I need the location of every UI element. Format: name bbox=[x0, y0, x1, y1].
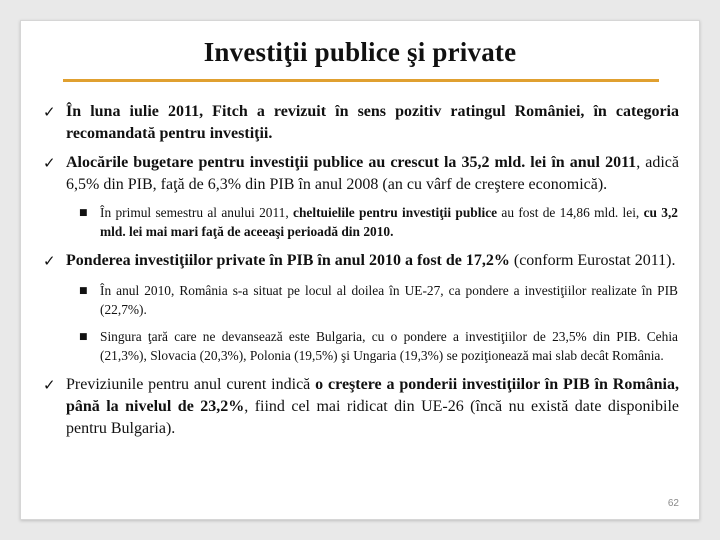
bullet-text-segment: (conform Eurostat 2011). bbox=[509, 252, 676, 269]
square-bullet-icon: ■ bbox=[79, 208, 88, 218]
slide bbox=[20, 20, 700, 520]
page-number: 62 bbox=[667, 498, 679, 509]
bullet-text-segment: Ponderea investiţiilor private în PIB în anul 2010 a fost de 17,2% bbox=[66, 252, 510, 269]
bullet-text-segment: , fiind cel mai ridicat din UE-26 (încă nu există date disponibile pentru Bulgaria). bbox=[66, 398, 679, 437]
bullet-text-segment: În anul 2010, România s-a situat pe locul al doilea în UE-27, ca pondere a investiţiilor realizate în PIB (22,7%). bbox=[100, 283, 678, 317]
bullet-text-segment: cheltuielile pentru investiţii publice bbox=[293, 205, 498, 220]
check-mark-icon: ✓ bbox=[43, 252, 56, 270]
slide-title: Investiţii publice şi private bbox=[203, 37, 517, 67]
bullet-item bbox=[21, 374, 699, 440]
check-mark-icon: ✓ bbox=[43, 376, 56, 394]
title-underline bbox=[63, 79, 659, 82]
bullet-text-segment: al anului 2011, bbox=[203, 205, 294, 220]
sub-bullet-item bbox=[21, 328, 699, 365]
bullet-list bbox=[21, 101, 699, 440]
bullet-text-segment: o creştere a ponderii investiţiilor în PIB în România, până la nivelul de 23,2% bbox=[66, 376, 679, 415]
bullet-text-segment: Singura ţară care ne devansează este Bulgaria, cu o pondere a investiţiilor de 23,5% din PIB. Cehia (21,3%), Slovacia (20,3%), Polonia (19,5%) şi Ungaria (19,3%) se poziţionează mai slab decât România. bbox=[100, 329, 678, 363]
square-bullet-icon: ■ bbox=[79, 286, 88, 296]
bullet-text-segment: Previziunile pentru anul curent indică bbox=[66, 376, 316, 393]
bullet-text-segment: cu 3,2 mld. lei mai mari faţă de aceeaşi perioadă din 2010. bbox=[100, 205, 679, 239]
sub-bullet-item bbox=[21, 282, 699, 319]
bullet-text-segment: , adică 6,5% din PIB, faţă de 6,3% din PIB în anul 2008 (an cu vârf de creştere economică). bbox=[66, 154, 680, 193]
check-mark-icon: ✓ bbox=[43, 103, 56, 121]
sub-bullet-item bbox=[21, 204, 699, 241]
square-bullet-icon: ■ bbox=[79, 332, 88, 342]
bullet-text-segment: În primul semestru bbox=[100, 205, 204, 220]
bullet-item bbox=[21, 250, 699, 272]
bullet-item bbox=[21, 101, 699, 145]
check-mark-icon: ✓ bbox=[43, 154, 56, 172]
bullet-text-segment: În luna iulie 2011, Fitch a revizuit în sens pozitiv ratingul României, în categoria recomandată pentru investiţii. bbox=[66, 103, 679, 142]
bullet-text-segment: Alocările bugetare pentru investiţii publice au crescut la 35,2 mld. lei în anul 2011 bbox=[66, 154, 637, 171]
bullet-text-segment: au fost de 14,86 mld. lei, bbox=[497, 205, 644, 220]
bullet-item bbox=[21, 152, 699, 196]
